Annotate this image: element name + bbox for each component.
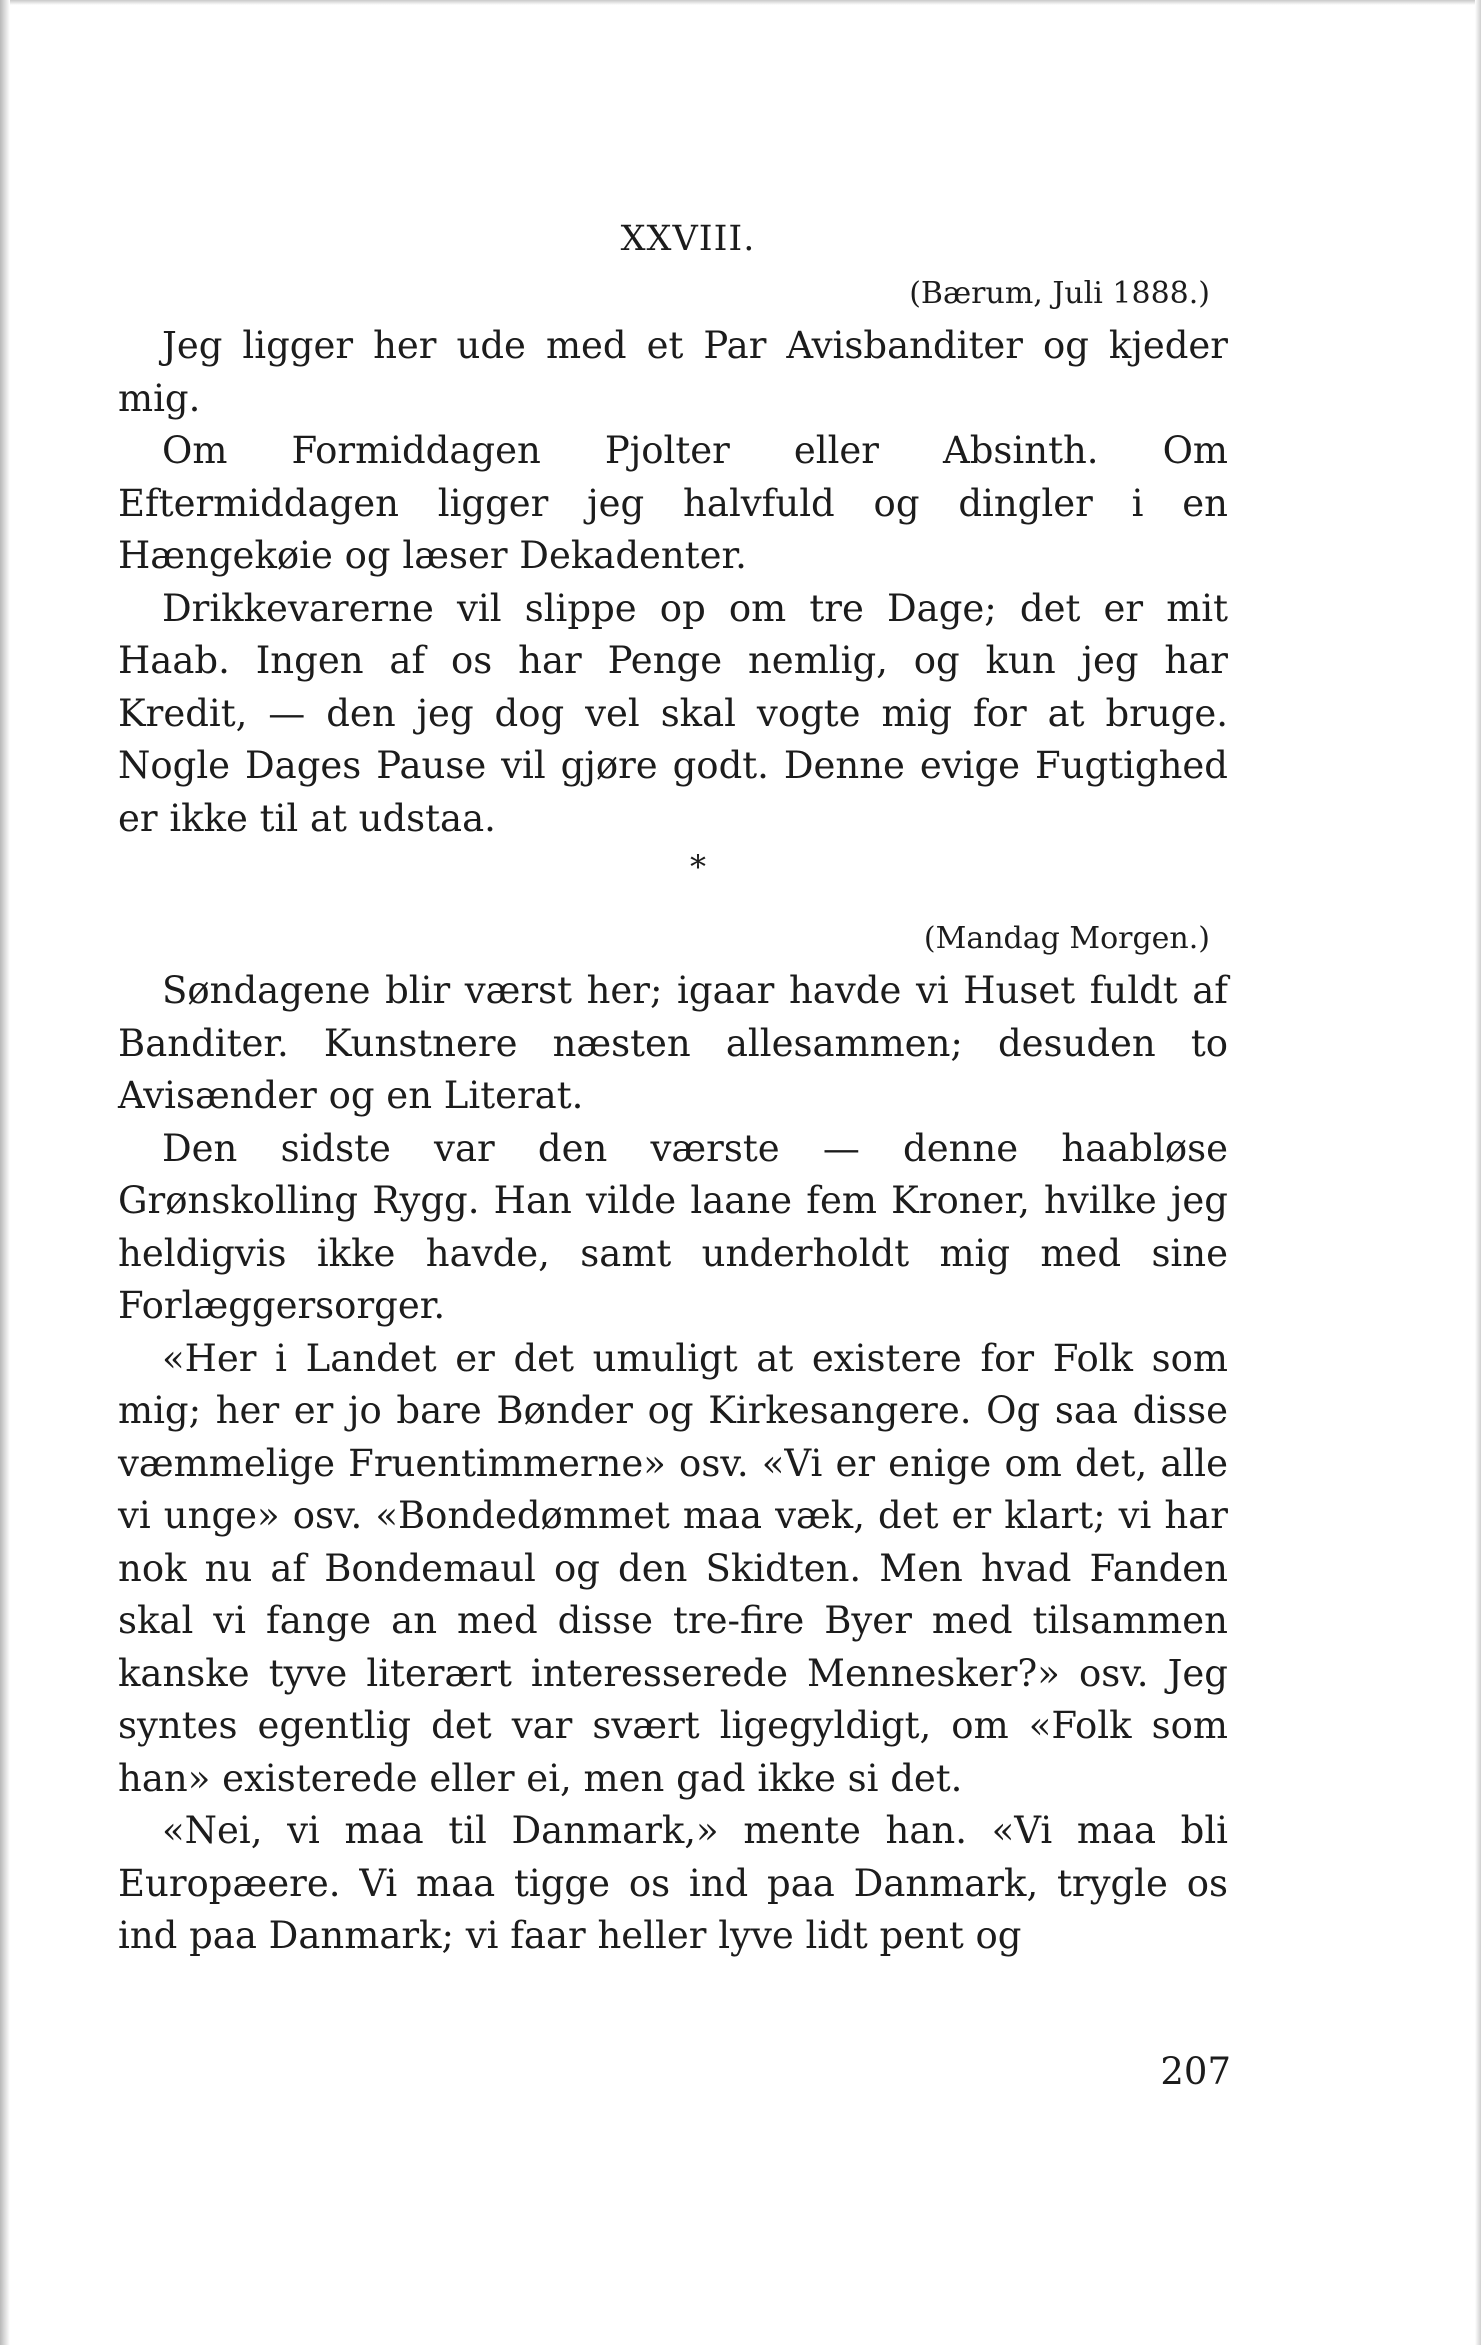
paragraph: «Nei, vi maa til Danmark,» mente han. «Vi maa bli Europæere. Vi maa tigge os ind paa Danmark, trygle os ind paa Danmark; vi faar heller lyve lidt pent og [118,1809,1228,1957]
page-body [118,210,1228,1963]
paragraph: Jeg ligger her ude med et Par Avisbanditer og kjeder mig. [118,324,1228,420]
chapter-heading: XXVIII. [620,219,756,259]
paragraph: «Her i Landet er det umuligt at existere for Folk som mig; her er jo bare Bønder og Kirkesangere. Og saa disse væmmelige Fruentimmerne» osv. «Vi er enige om det, alle vi unge» osv. «Bondedømmet maa væk, det er klart; vi har nok nu af Bondemaul og den Skidten. Men hvad Fanden skal vi fange an med disse tre-fire Byer med tilsammen kanske tyve literært interesserede Mennesker?» osv. Jeg syntes egentlig det var svært ligegyldigt, om «Folk som han» existerede eller ei, men gad ikke si det. [118,1336,1228,1800]
scan-left-edge [0,0,10,2345]
page-number: 207 [1160,2050,1231,2093]
paragraph: Om Formiddagen Pjolter eller Absinth. Om Eftermiddagen ligger jeg halvfuld og dingler i en Hængekøie og læser Dekadenter. [118,429,1228,577]
paragraph: Den sidste var den værste — denne haabløse Grønskolling Rygg. Han vilde laane fem Kroner, hvilke jeg heldigvis ikke havde, samt underholdt mig med sine Forlæggersorger. [118,1126,1228,1327]
paragraph: Drikkevarerne vil slippe op om tre Dage; det er mit Haab. Ingen af os har Penge nemlig, og kun jeg har Kredit, — den jeg dog vel skal vogte mig for at bruge. Nogle Dages Pause vil gjøre godt. Denne evige Fugtighed er ikke til at udstaa. [118,586,1228,840]
section-divider-asterisk: * [690,848,706,886]
scan-top-edge [0,0,1481,5]
dateline-mandag: (Mandag Morgen.) [923,921,1210,956]
paragraph: Søndagene blir værst her; igaar havde vi Huset fuldt af Banditer. Kunstnere næsten allesammen; desuden to Avisænder og en Literat. [118,969,1228,1117]
scan-right-edge [1475,0,1481,2345]
dateline-baerum: (Bærum, Juli 1888.) [909,276,1210,311]
